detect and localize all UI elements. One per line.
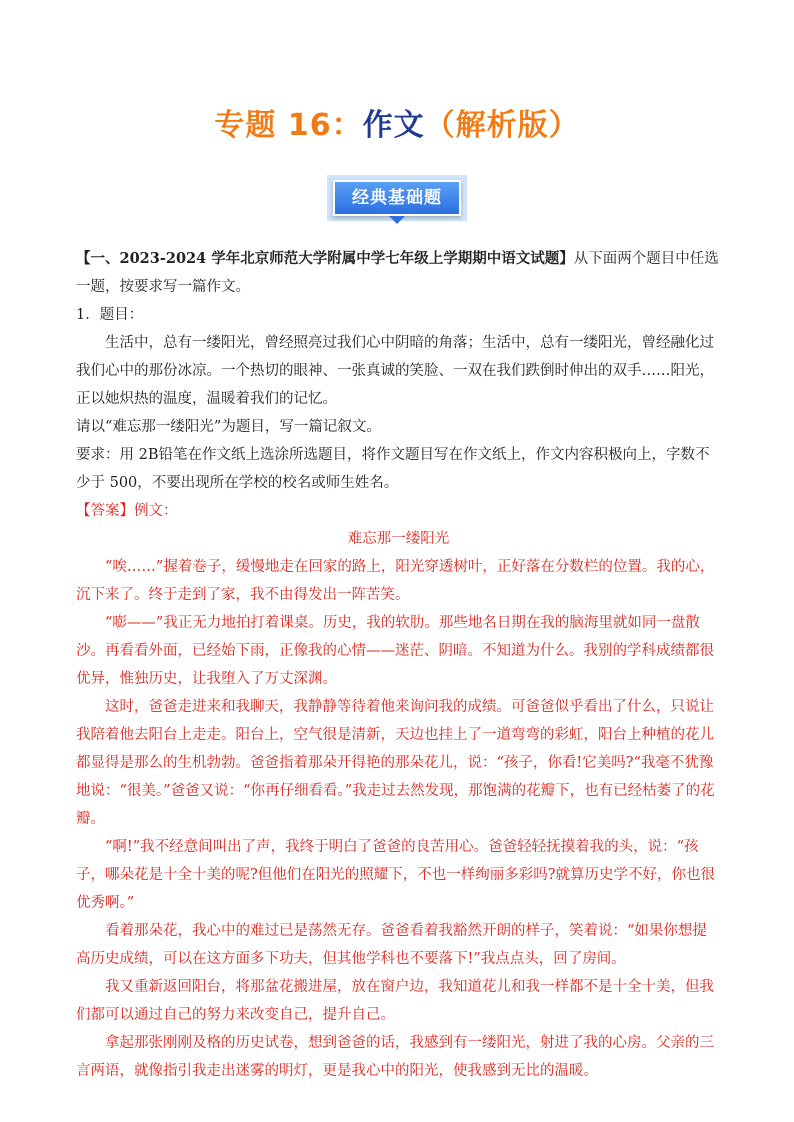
question-header <box>76 245 721 301</box>
question-requirement: 要求：用 2B铅笔在作文纸上选涂所选题目，将作文题目写在作文纸上，作文内容积极向上，字数不少于 500，不要出现所在学校的校名或师生姓名。 <box>76 447 710 491</box>
essay-paragraph: 我又重新返回阳台，将那盆花搬进屋，放在窗户边，我知道花儿和我一样都不是十全十美，但我们都可以通过自己的努力来改变自己，提升自己。 <box>76 979 714 1023</box>
question-source: 【一、2023-2024 学年北京师范大学附属中学七年级上学期期中语文试题】 <box>76 250 574 267</box>
answer-label: 【答案】例文： <box>76 503 178 519</box>
essay-paragraph: 看着那朵花，我心中的难过已是荡然无存。爸爸看着我豁然开朗的样子，笑着说：“如果你想提高历史成绩，可以在这方面多下功夫，但其他学科也不要落下!”我点点头，回了房间。 <box>76 923 707 967</box>
question-item-label: 1．题目： <box>76 307 144 323</box>
essay-paragraph: 这时，爸爸走进来和我聊天，我静静等待着他来询问我的成绩。可爸爸似乎看出了什么，只说让我陪着他去阳台上走走。阳台上，空气很是清新，天边也挂上了一道弯弯的彩虹，阳台上种植的花儿都显得是那么的生机勃勃。爸爸指着那朵开得艳的那朵花儿，说：“孩子，你看!它美吗?“我毫不犹豫地说：“很美。”爸爸又说：“你再仔细看看。”我走过去然发现，那饱满的花瓣下，也有已经枯萎了的花瓣。 <box>76 699 715 827</box>
page-title <box>0 100 794 144</box>
title-topic: 作文 <box>362 108 425 143</box>
question-prompt: 生活中，总有一缕阳光，曾经照亮过我们心中阴暗的角落；生活中，总有一缕阳光，曾经融化过我们心中的那份冰凉。一个热切的眼神、一张真诚的笑脸、一双在我们跌倒时伸出的双手……阳光，正以她炽热的温度，温暖着我们的记忆。 <box>76 335 714 407</box>
question-instruction: 请以“难忘那一缕阳光”为题目，写一篇记叙文。 <box>76 419 381 435</box>
badge-pointer-icon <box>389 216 405 224</box>
badge-label: 经典基础题 <box>333 180 461 216</box>
essay-paragraph: “嘭——”我正无力地拍打着课桌。历史，我的软肋。那些地名日期在我的脑海里就如同一盘散沙。再看看外面，已经始下雨，正像我的心情——迷茫、阴暗。不知道为什么。我别的学科成绩都很优异，惟独历史，让我堕入了万丈深渊。 <box>76 615 714 687</box>
essay-paragraph: 拿起那张刚刚及格的历史试卷，想到爸爸的话，我感到有一缕阳光，射进了我的心房。父亲的三言两语，就像指引我走出迷雾的明灯，更是我心中的阳光，使我感到无比的温暖。 <box>76 1035 714 1079</box>
section-badge <box>327 175 467 225</box>
essay-title: 难忘那一缕阳光 <box>347 531 450 547</box>
title-suffix: （解析版） <box>424 108 580 143</box>
question-intro: 从下面两个题目中任选一题，按要求写一篇作文。 <box>76 251 719 295</box>
document-body <box>76 245 721 1085</box>
essay-paragraph: “啊!”我不经意间叫出了声，我终于明白了爸爸的良苦用心。爸爸轻轻抚摸着我的头，说：“孩子，哪朵花是十全十美的呢?但他们在阳光的照耀下，不也一样绚丽多彩吗?就算历史学不好，你也很优秀啊。” <box>76 839 716 911</box>
essay-paragraph: “唉……”握着卷子，缓慢地走在回家的路上，阳光穿透树叶，正好落在分数栏的位置。我的心，沉下来了。终于走到了家，我不由得发出一阵苦笑。 <box>76 559 715 603</box>
title-prefix: 专题 16： <box>214 108 363 143</box>
